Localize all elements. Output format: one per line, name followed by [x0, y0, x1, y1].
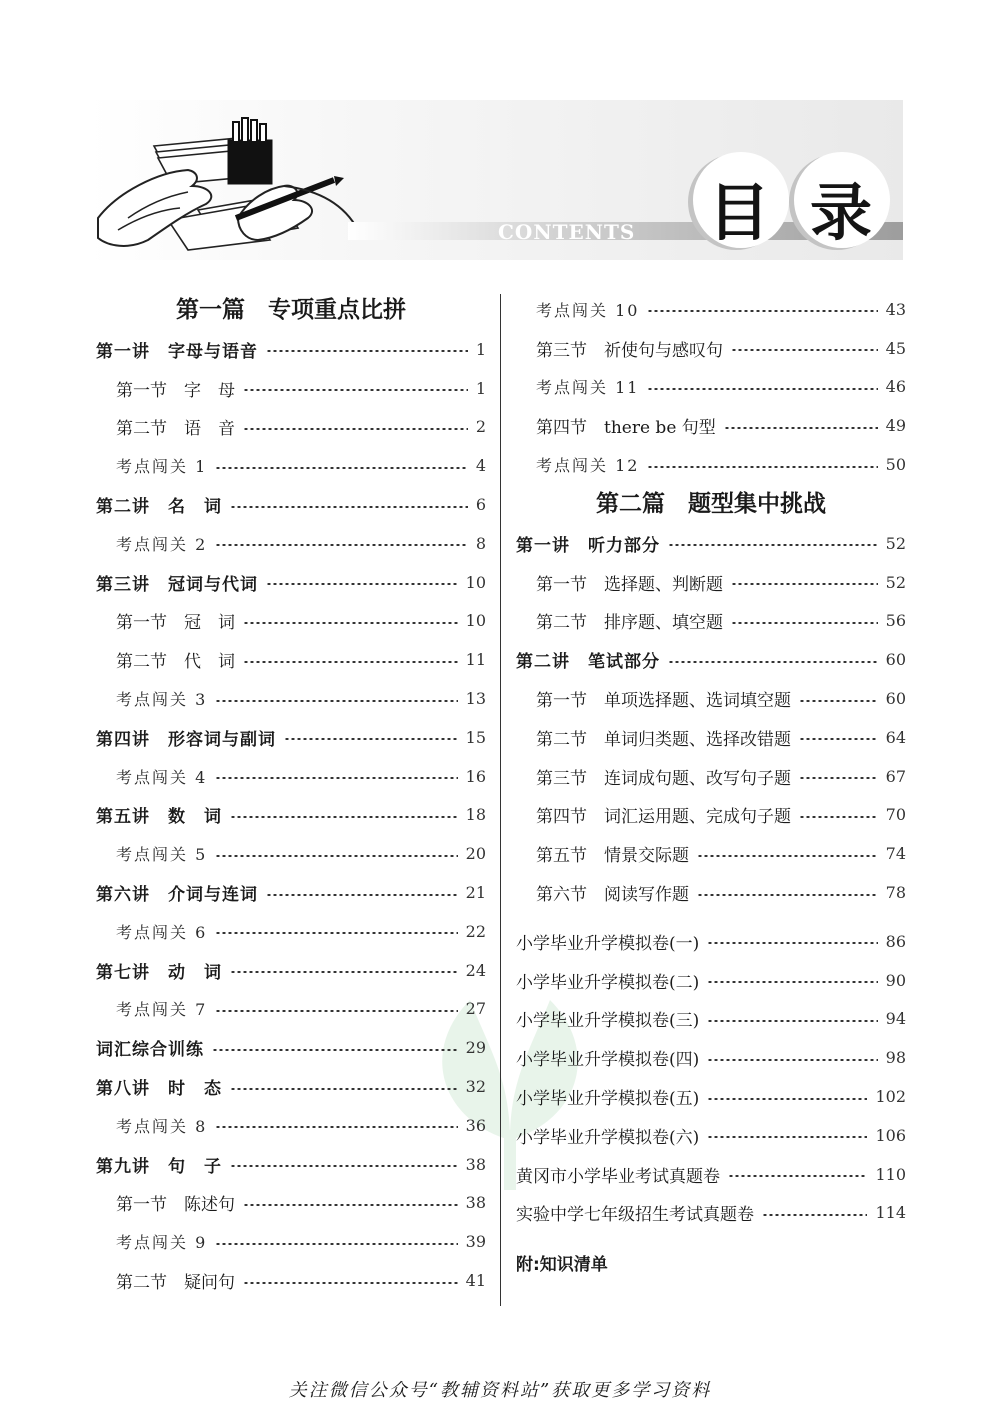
title-char-lu: 录 — [810, 176, 873, 249]
toc-entry — [96, 990, 486, 1029]
toc-entry-page: 98 — [885, 1048, 906, 1068]
toc-entry — [96, 1261, 486, 1300]
dot-leader — [212, 1049, 458, 1051]
dot-leader — [230, 1088, 458, 1090]
toc-entry-page: 70 — [885, 805, 906, 825]
toc-entry-title: 考点闯关 4 — [116, 767, 208, 787]
toc-entry — [96, 1222, 486, 1261]
toc-entry — [516, 873, 906, 912]
toc-entry-title: 考点闯关 9 — [116, 1233, 208, 1253]
toc-entry — [96, 834, 486, 873]
toc-entry-page: 27 — [465, 999, 486, 1019]
toc-entry-page: 4 — [475, 456, 486, 476]
toc-entry-page: 2 — [475, 417, 486, 437]
toc-entry — [516, 640, 906, 679]
toc-entry-page: 52 — [885, 533, 906, 553]
toc-entry-page: 49 — [885, 416, 906, 436]
toc-entry — [516, 679, 906, 718]
dot-leader — [243, 1204, 458, 1206]
toc-entry — [96, 1145, 486, 1184]
toc-entry-title: 第七讲 动 词 — [96, 962, 222, 983]
toc-entry — [516, 445, 906, 484]
dot-leader — [707, 942, 877, 944]
toc-entry-page: 20 — [465, 844, 486, 864]
toc-entry-page: 45 — [885, 338, 906, 358]
toc-entry-title: 考点闯关 11 — [536, 378, 640, 398]
toc-entry-page: 6 — [475, 495, 486, 515]
toc-entry — [516, 1077, 906, 1116]
dot-leader — [215, 544, 468, 546]
toc-entry-title: 考点闯关 2 — [116, 534, 208, 554]
toc-entry-page: 86 — [885, 931, 906, 951]
toc-entry — [96, 1028, 486, 1067]
part-one-title: 第一篇 专项重点比拼 — [176, 296, 406, 323]
toc-entry-title: 第二节 语 音 — [116, 419, 235, 440]
toc-entry-title: 实验中学七年级招生考试真题卷 — [516, 1205, 754, 1226]
dot-leader — [215, 1010, 457, 1012]
toc-entry — [516, 834, 906, 873]
toc-entry-title: 小学毕业升学模拟卷(三) — [516, 1011, 700, 1032]
toc-entry-title: 第二节 单词归类题、选择改错题 — [536, 729, 791, 750]
toc-left-column — [96, 290, 486, 1300]
toc-entry-page: 52 — [885, 572, 906, 592]
toc-entry — [96, 912, 486, 951]
toc-entry-page: 60 — [885, 689, 906, 709]
toc-entry — [516, 602, 906, 641]
toc-entry-page: 56 — [885, 611, 906, 631]
toc-entry-title: 第四节 there be 句型 — [536, 418, 716, 439]
contents-label: CONTENTS — [498, 220, 636, 244]
toc-entry — [96, 1184, 486, 1223]
toc-entry-page: 106 — [875, 1125, 906, 1145]
toc-entry — [96, 1067, 486, 1106]
dot-leader — [215, 777, 457, 779]
toc-entry-title: 小学毕业升学模拟卷(六) — [516, 1127, 700, 1148]
toc-entry — [96, 602, 486, 641]
toc-entry-title: 考点闯关 6 — [116, 922, 208, 942]
dot-leader — [215, 467, 468, 469]
toc-entry-title: 考点闯关 8 — [116, 1116, 208, 1136]
toc-entry-title: 第四节 词汇运用题、完成句子题 — [536, 807, 791, 828]
toc-entry-page: 29 — [465, 1038, 486, 1058]
dot-leader — [243, 428, 468, 430]
dot-leader — [647, 310, 877, 312]
toc-entry-title: 第二节 代 词 — [116, 652, 235, 673]
dot-leader — [647, 466, 877, 468]
toc-entry-title: 黄冈市小学毕业考试真题卷 — [516, 1166, 720, 1187]
toc-entry — [96, 718, 486, 757]
dot-leader — [697, 855, 878, 857]
dot-leader — [728, 1175, 867, 1177]
toc-entry-title: 第四讲 形容词与副词 — [96, 729, 276, 750]
toc-entry-page: 38 — [465, 1193, 486, 1213]
toc-entry-title: 第一讲 字母与语音 — [96, 341, 258, 362]
toc-entry-page: 39 — [465, 1232, 486, 1252]
toc-entry — [516, 1038, 906, 1077]
toc-entry-page: 94 — [885, 1009, 906, 1029]
dot-leader — [799, 777, 878, 779]
toc-entry-title: 第二节 疑问句 — [116, 1273, 235, 1294]
dot-leader — [215, 1243, 457, 1245]
dot-leader — [284, 738, 458, 740]
toc-entry-title: 第二讲 名 词 — [96, 497, 222, 518]
toc-entry — [516, 922, 906, 961]
toc-entry-page: 90 — [885, 970, 906, 990]
toc-entry-title: 考点闯关 12 — [536, 456, 640, 476]
toc-entry-title: 第一节 字 母 — [116, 380, 235, 401]
toc-entry-title: 第一节 选择题、判断题 — [536, 574, 723, 595]
toc-entry-title: 第五讲 数 词 — [96, 807, 222, 828]
toc-entry — [96, 524, 486, 563]
toc-entry-page: 18 — [465, 805, 486, 825]
toc-entry-page: 74 — [885, 844, 906, 864]
dot-leader — [215, 1126, 457, 1128]
toc-entry-page: 8 — [475, 533, 486, 553]
dot-leader — [724, 427, 878, 429]
toc-entry-title: 第一节 单项选择题、选词填空题 — [536, 691, 791, 712]
toc-entry — [96, 408, 486, 447]
toc-entry — [96, 563, 486, 602]
dot-leader — [266, 350, 468, 352]
dot-leader — [243, 389, 468, 391]
toc-entry — [516, 718, 906, 757]
toc-entry-page: 13 — [465, 689, 486, 709]
toc-entry-page: 46 — [885, 377, 906, 397]
toc-entry-title: 考点闯关 10 — [536, 300, 640, 320]
toc-entry-title: 词汇综合训练 — [96, 1040, 204, 1061]
dot-leader — [707, 1020, 877, 1022]
toc-entry-title: 考点闯关 3 — [116, 690, 208, 710]
toc-entry — [96, 951, 486, 990]
toc-entry-page: 22 — [465, 921, 486, 941]
toc-entry-page: 78 — [885, 883, 906, 903]
toc-entry-title: 第八讲 时 态 — [96, 1079, 222, 1100]
toc-entry — [96, 369, 486, 408]
toc-entry-title: 小学毕业升学模拟卷(五) — [516, 1089, 700, 1110]
toc-entry — [96, 757, 486, 796]
toc-entry-page: 1 — [475, 339, 486, 359]
toc-entry-title: 第三节 连词成句题、改写句子题 — [536, 768, 791, 789]
toc-entry-title: 第一节 冠 词 — [116, 613, 235, 634]
dot-leader — [762, 1214, 867, 1216]
toc-entry-title: 第二节 排序题、填空题 — [536, 613, 723, 634]
toc-entry-page: 50 — [885, 455, 906, 475]
toc-entry — [96, 330, 486, 369]
toc-entry — [516, 796, 906, 835]
toc-entry-page: 15 — [465, 727, 486, 747]
toc-entry-page: 64 — [885, 727, 906, 747]
toc-entry-page: 38 — [465, 1154, 486, 1174]
toc-entry-page: 36 — [465, 1115, 486, 1135]
toc-entry-page: 102 — [875, 1087, 906, 1107]
toc-entry-page: 21 — [465, 883, 486, 903]
toc-entry-page: 43 — [885, 299, 906, 319]
dot-leader — [799, 816, 878, 818]
column-divider — [500, 294, 501, 1306]
dot-leader — [799, 700, 878, 702]
toc-entry — [516, 1155, 906, 1194]
footer-note: 关注微信公众号“教辅资料站”获取更多学习资料 — [288, 1380, 712, 1401]
dot-leader — [668, 544, 878, 546]
dot-leader — [266, 894, 458, 896]
dot-leader — [215, 855, 457, 857]
toc-right-column — [516, 290, 906, 1275]
toc-entry — [516, 406, 906, 445]
toc-entry — [96, 873, 486, 912]
toc-entry-page: 41 — [465, 1271, 486, 1291]
toc-entry-title: 考点闯关 7 — [116, 1000, 208, 1020]
toc-entry — [516, 329, 906, 368]
toc-entry-title: 小学毕业升学模拟卷(四) — [516, 1050, 700, 1071]
toc-entry-title: 第九讲 句 子 — [96, 1156, 222, 1177]
toc-entry — [516, 961, 906, 1000]
toc-entry — [516, 1000, 906, 1039]
dot-leader — [731, 349, 878, 351]
dot-leader — [707, 1059, 877, 1061]
toc-entry-title: 小学毕业升学模拟卷(二) — [516, 972, 700, 993]
dot-leader — [647, 388, 877, 390]
toc-entry — [96, 796, 486, 835]
toc-entry-title: 第一讲 听力部分 — [516, 535, 660, 556]
toc-entry — [516, 1194, 906, 1233]
header-banner — [88, 100, 903, 260]
toc-entry — [516, 290, 906, 329]
dot-leader — [230, 816, 458, 818]
toc-entry-title: 考点闯关 1 — [116, 457, 208, 477]
toc-entry-title: 第三节 祈使句与感叹句 — [536, 340, 723, 361]
dot-leader — [731, 622, 878, 624]
toc-entry-page: 11 — [465, 650, 486, 670]
toc-entry-page: 110 — [875, 1164, 906, 1184]
toc-entry-title: 第六节 阅读写作题 — [536, 885, 689, 906]
dot-leader — [266, 583, 458, 585]
toc-entry-page: 24 — [465, 960, 486, 980]
toc-entry-title: 第一节 陈述句 — [116, 1195, 235, 1216]
toc-entry-page: 60 — [885, 650, 906, 670]
dot-leader — [230, 971, 458, 973]
dot-leader — [707, 981, 877, 983]
dot-leader — [215, 700, 457, 702]
dot-leader — [799, 738, 878, 740]
dot-leader — [707, 1136, 867, 1138]
toc-entry — [96, 640, 486, 679]
appendix-label: 附:知识清单 — [516, 1255, 608, 1276]
toc-entry — [96, 485, 486, 524]
dot-leader — [697, 894, 878, 896]
toc-entry-page: 10 — [465, 572, 486, 592]
toc-entry — [96, 1106, 486, 1145]
toc-entry — [516, 757, 906, 796]
toc-entry-page: 1 — [475, 378, 486, 398]
toc-entry-page: 10 — [465, 611, 486, 631]
dot-leader — [707, 1098, 867, 1100]
toc-entry — [516, 563, 906, 602]
toc-entry — [516, 524, 906, 563]
toc-entry-page: 67 — [885, 766, 906, 786]
dot-leader — [243, 1282, 458, 1284]
toc-entry — [96, 446, 486, 485]
toc-entry-page: 32 — [465, 1077, 486, 1097]
dot-leader — [243, 622, 458, 624]
toc-entry-title: 第五节 情景交际题 — [536, 846, 689, 867]
dot-leader — [215, 932, 457, 934]
dot-leader — [731, 583, 878, 585]
dot-leader — [243, 661, 458, 663]
dot-leader — [668, 661, 878, 663]
toc-entry — [516, 1116, 906, 1155]
toc-entry-title: 小学毕业升学模拟卷(一) — [516, 933, 700, 954]
toc-entry-title: 第六讲 介词与连词 — [96, 885, 258, 906]
toc-entry-title: 考点闯关 5 — [116, 845, 208, 865]
title-char-mu: 目 — [708, 176, 771, 249]
toc-entry-title: 第二讲 笔试部分 — [516, 652, 660, 673]
toc-entry-page: 16 — [465, 766, 486, 786]
toc-entry — [516, 368, 906, 407]
toc-entry-title: 第三讲 冠词与代词 — [96, 574, 258, 595]
dot-leader — [230, 1165, 458, 1167]
toc-entry-page: 114 — [875, 1203, 906, 1223]
toc-entry — [96, 679, 486, 718]
part-two-title: 第二篇 题型集中挑战 — [596, 489, 826, 517]
dot-leader — [230, 506, 468, 508]
